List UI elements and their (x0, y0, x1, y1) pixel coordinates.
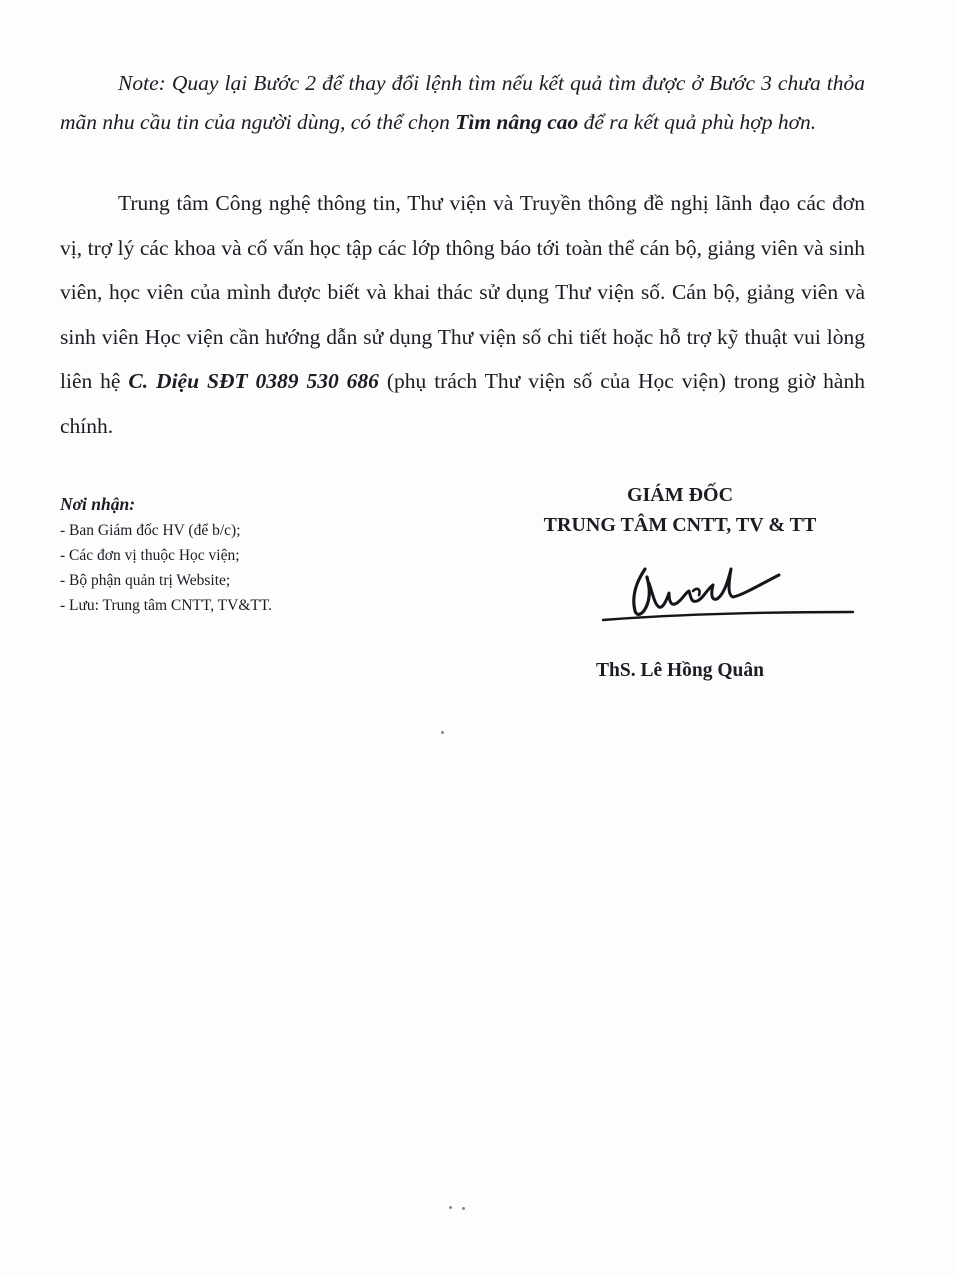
note-emphasis: Tìm nâng cao (455, 110, 579, 134)
signer-role-line1: GIÁM ĐỐC (626, 484, 734, 506)
recipient-item: - Các đơn vị thuộc Học viện; (60, 547, 240, 564)
handwritten-signature (597, 555, 857, 630)
paper-speck (441, 731, 444, 734)
signer-role-line2: TRUNG TÂM CNTT, TV & TT (543, 514, 817, 536)
paper-speck (449, 1206, 452, 1209)
note-text-end: để ra kết quả phù hợp hơn. (578, 110, 817, 134)
recipient-item: - Ban Giám đốc HV (để b/c); (60, 522, 241, 539)
note-text: Quay lại Bước 2 để thay đổi lệnh tìm nếu kết quả tìm được ở Bước 3 chưa thỏa mãn nhu cầu tin của người dùng, có thể chọn (60, 71, 865, 134)
note-paragraph (60, 64, 865, 142)
signer-block (495, 480, 865, 540)
signer-name: ThS. Lê Hồng Quân (596, 660, 764, 681)
recipients-title: Nơi nhận: (60, 494, 136, 514)
contact-info: C. Diệu SĐT 0389 530 686 (128, 369, 379, 393)
recipient-item: - Bộ phận quản trị Website; (60, 572, 231, 589)
body-paragraph (60, 181, 865, 448)
paper-speck (462, 1207, 465, 1210)
recipients-list (60, 518, 420, 618)
note-label: Note: (118, 71, 166, 95)
recipients-block (60, 492, 420, 618)
body-text: Trung tâm Công nghệ thông tin, Thư viện và Truyền thông đề nghị lãnh đạo các đơn vị, trợ lý các khoa và cố vấn học tập các lớp thông báo tới toàn thể cán bộ, giảng viên và sinh viên, học viên của mình được biết và khai thác sử dụng Thư viện số. Cán bộ, giảng viên và sinh viên Học viện cần hướng dẫn sử dụng Thư viện số chi tiết hoặc hỗ trợ kỹ thuật vui lòng liên hệ (60, 191, 865, 393)
recipient-item: - Lưu: Trung tâm CNTT, TV&TT. (60, 597, 273, 614)
body-text-end: (phụ trách Thư viện số của Học viện) trong giờ hành chính. (60, 369, 865, 438)
